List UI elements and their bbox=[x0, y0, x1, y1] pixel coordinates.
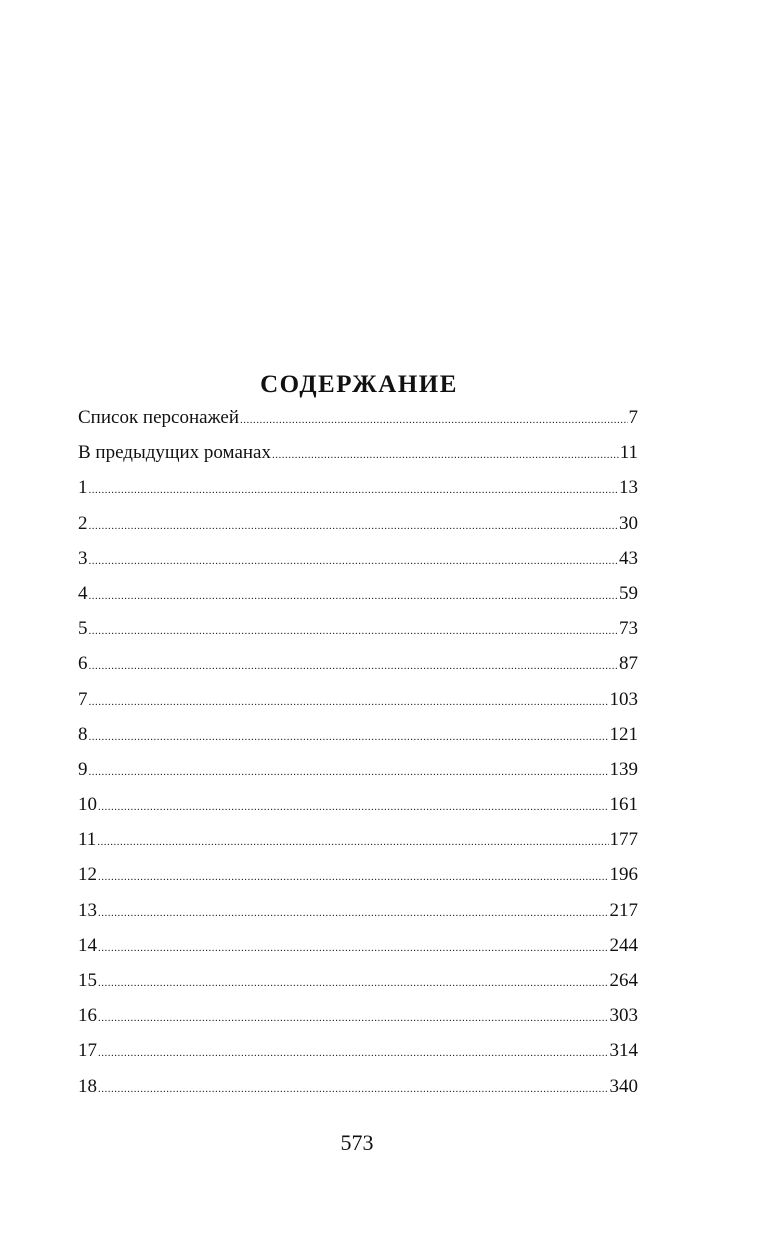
toc-entry bbox=[78, 928, 638, 963]
page-title: СОДЕРЖАНИЕ bbox=[260, 370, 458, 398]
dot-leader bbox=[89, 720, 609, 755]
toc-entry-page: 121 bbox=[609, 723, 638, 745]
toc-entry-label: 13 bbox=[78, 899, 97, 921]
table-of-contents bbox=[78, 400, 638, 1104]
toc-entry-label: 15 bbox=[78, 970, 97, 991]
toc-entry bbox=[78, 682, 638, 717]
toc-entry bbox=[78, 506, 638, 541]
toc-entry-page: 73 bbox=[619, 618, 638, 640]
toc-entry-page: 7 bbox=[628, 407, 638, 428]
toc-entry bbox=[78, 822, 638, 857]
dot-leader bbox=[98, 896, 609, 931]
toc-entry bbox=[78, 470, 638, 505]
dot-leader bbox=[98, 1072, 609, 1107]
toc-entry bbox=[78, 1033, 638, 1068]
dot-leader bbox=[98, 860, 609, 895]
toc-entry bbox=[78, 717, 638, 752]
toc-entry-page: 13 bbox=[619, 477, 638, 499]
toc-entry-page: 264 bbox=[609, 970, 638, 991]
dot-leader bbox=[98, 1001, 609, 1036]
toc-entry-page: 244 bbox=[609, 934, 638, 956]
toc-entry-label: 4 bbox=[78, 582, 88, 604]
dot-leader bbox=[98, 1036, 609, 1071]
dot-leader bbox=[89, 614, 619, 649]
dot-leader bbox=[240, 403, 627, 438]
toc-entry-label: 5 bbox=[78, 618, 88, 640]
toc-entry bbox=[78, 576, 638, 611]
toc-entry-label: 2 bbox=[78, 512, 88, 534]
dot-leader bbox=[89, 755, 609, 790]
toc-entry-label: 9 bbox=[78, 758, 88, 780]
toc-entry-page: 177 bbox=[609, 829, 638, 851]
toc-entry-label: 6 bbox=[78, 653, 88, 675]
toc-entry bbox=[78, 400, 638, 435]
toc-entry bbox=[78, 1069, 638, 1104]
dot-leader bbox=[89, 649, 619, 684]
toc-entry-label: 11 bbox=[78, 829, 97, 851]
dot-leader bbox=[89, 509, 619, 544]
dot-leader bbox=[98, 966, 609, 1001]
toc-entry-label: 17 bbox=[78, 1040, 97, 1062]
toc-entry-label: 12 bbox=[78, 864, 97, 886]
toc-entry-label: 10 bbox=[78, 794, 97, 816]
toc-entry-page: 87 bbox=[619, 653, 638, 675]
toc-entry-page: 11 bbox=[619, 442, 638, 464]
toc-entry-page: 161 bbox=[609, 794, 638, 816]
toc-entry bbox=[78, 752, 638, 787]
toc-entry-page: 217 bbox=[609, 899, 638, 921]
dot-leader bbox=[89, 473, 619, 508]
dot-leader bbox=[98, 790, 609, 825]
dot-leader bbox=[89, 544, 619, 579]
toc-entry-label: В предыдущих романах bbox=[78, 442, 271, 464]
toc-entry-label: 8 bbox=[78, 723, 88, 745]
toc-entry bbox=[78, 857, 638, 892]
dot-leader bbox=[97, 825, 608, 860]
toc-entry-page: 340 bbox=[609, 1075, 638, 1097]
toc-entry bbox=[78, 541, 638, 576]
toc-entry-page: 303 bbox=[609, 1005, 638, 1027]
toc-entry-label: 14 bbox=[78, 934, 97, 956]
dot-leader bbox=[98, 931, 609, 966]
toc-entry-page: 43 bbox=[619, 547, 638, 569]
toc-entry bbox=[78, 963, 638, 998]
page-number: 573 bbox=[340, 1130, 374, 1155]
toc-entry-label: 1 bbox=[78, 477, 88, 499]
toc-entry-page: 103 bbox=[609, 688, 638, 710]
toc-entry-label: Список персонажей bbox=[78, 407, 240, 428]
toc-entry bbox=[78, 611, 638, 646]
dot-leader bbox=[272, 438, 619, 473]
toc-entry-label: 16 bbox=[78, 1005, 97, 1027]
toc-entry-label: 7 bbox=[78, 688, 88, 710]
toc-entry-page: 30 bbox=[619, 512, 638, 534]
toc-entry-page: 314 bbox=[609, 1040, 638, 1062]
toc-entry-page: 59 bbox=[619, 582, 638, 604]
toc-entry-page: 139 bbox=[609, 758, 638, 780]
toc-entry bbox=[78, 646, 638, 681]
dot-leader bbox=[89, 579, 619, 614]
toc-entry bbox=[78, 435, 638, 470]
toc-entry bbox=[78, 787, 638, 822]
toc-entry-label: 3 bbox=[78, 547, 88, 569]
toc-entry bbox=[78, 998, 638, 1033]
dot-leader bbox=[89, 685, 609, 720]
toc-entry-label: 18 bbox=[78, 1075, 97, 1097]
toc-entry bbox=[78, 893, 638, 928]
toc-entry-page: 196 bbox=[609, 864, 638, 886]
